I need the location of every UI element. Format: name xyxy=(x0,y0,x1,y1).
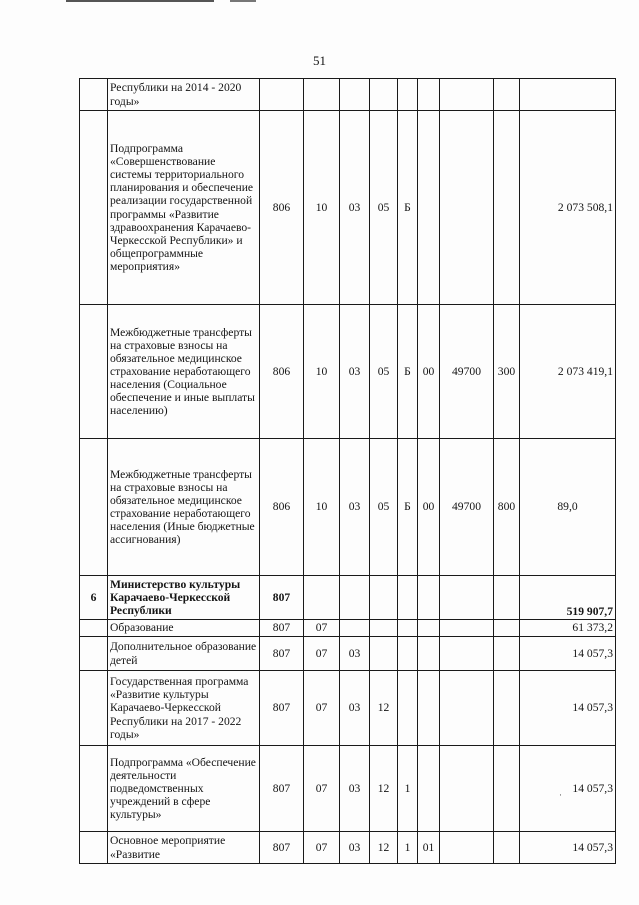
table-row xyxy=(80,305,616,439)
ministry-code-cell: 807 xyxy=(260,576,304,620)
activity-code-cell xyxy=(418,746,440,832)
row-number-cell: 6 xyxy=(80,576,108,620)
ministry-code-cell: 807 xyxy=(260,832,304,864)
ministry-code-cell: 807 xyxy=(260,620,304,637)
section-code-cell: 10 xyxy=(304,439,340,576)
item-name-cell: Межбюджетные трансферты на страховые взносы на обязательное медицинское страхование неработающего населения (Иные бюджетные ассигнования) xyxy=(108,439,260,576)
subprogram-code-cell xyxy=(398,620,418,637)
subsection-code-cell: 03 xyxy=(340,439,370,576)
expense-type-code-cell xyxy=(494,620,520,637)
program-code-cell: 05 xyxy=(370,111,398,305)
expense-type-code-cell xyxy=(494,79,520,111)
item-name-cell: Республики на 2014 - 2020 годы» xyxy=(108,79,260,111)
activity-code-cell xyxy=(418,637,440,671)
subprogram-code-cell: 1 xyxy=(398,746,418,832)
amount-cell: 61 373,2 xyxy=(520,620,616,637)
subsection-code-cell: 03 xyxy=(340,746,370,832)
direction-code-cell xyxy=(440,637,494,671)
ministry-code-cell: 806 xyxy=(260,111,304,305)
amount-cell: 14 057,3 xyxy=(520,832,616,864)
table-row xyxy=(80,832,616,864)
scan-edge-mark xyxy=(230,0,256,2)
item-name-cell: Государственная программа «Развитие культуры Карачаево-Черкесской Республики на 2017 - 2022 годы» xyxy=(108,671,260,746)
activity-code-cell xyxy=(418,671,440,746)
item-name-cell: Подпрограмма «Обеспечение деятельности подведомственных учреждений в сфере культуры» xyxy=(108,746,260,832)
direction-code-cell: 49700 xyxy=(440,439,494,576)
row-number-cell xyxy=(80,111,108,305)
table-row xyxy=(80,576,616,620)
program-code-cell: 05 xyxy=(370,305,398,439)
activity-code-cell: 00 xyxy=(418,305,440,439)
subsection-code-cell xyxy=(340,576,370,620)
amount-cell: 14 057,3 xyxy=(520,671,616,746)
expense-type-code-cell xyxy=(494,111,520,305)
amount-cell: 14 057,3 xyxy=(520,637,616,671)
section-code-cell: 10 xyxy=(304,305,340,439)
program-code-cell xyxy=(370,576,398,620)
row-number-cell xyxy=(80,79,108,111)
expense-type-code-cell: 800 xyxy=(494,439,520,576)
row-number-cell xyxy=(80,620,108,637)
direction-code-cell: 49700 xyxy=(440,305,494,439)
row-number-cell xyxy=(80,832,108,864)
amount-cell: 2 073 419,1 xyxy=(520,305,616,439)
direction-code-cell xyxy=(440,620,494,637)
subprogram-code-cell: Б xyxy=(398,111,418,305)
subsection-code-cell: 03 xyxy=(340,832,370,864)
expense-type-code-cell xyxy=(494,832,520,864)
amount-cell: 2 073 508,1 xyxy=(520,111,616,305)
subprogram-code-cell: Б xyxy=(398,439,418,576)
activity-code-cell xyxy=(418,576,440,620)
subprogram-code-cell: Б xyxy=(398,305,418,439)
program-code-cell: 05 xyxy=(370,439,398,576)
program-code-cell: 12 xyxy=(370,746,398,832)
subprogram-code-cell xyxy=(398,671,418,746)
amount-cell: 14 057,3 xyxy=(520,746,616,832)
budget-table xyxy=(79,78,616,864)
activity-code-cell xyxy=(418,620,440,637)
activity-code-cell: 00 xyxy=(418,439,440,576)
subsection-code-cell: 03 xyxy=(340,637,370,671)
subsection-code-cell xyxy=(340,79,370,111)
direction-code-cell xyxy=(440,111,494,305)
ministry-code-cell: 807 xyxy=(260,637,304,671)
expense-type-code-cell: 300 xyxy=(494,305,520,439)
section-code-cell: 07 xyxy=(304,832,340,864)
expense-type-code-cell xyxy=(494,576,520,620)
item-name-cell: Основное мероприятие «Развитие xyxy=(108,832,260,864)
ministry-code-cell: 806 xyxy=(260,439,304,576)
row-number-cell xyxy=(80,637,108,671)
ministry-code-cell: 807 xyxy=(260,746,304,832)
activity-code-cell: 01 xyxy=(418,832,440,864)
expense-type-code-cell xyxy=(494,746,520,832)
amount-cell xyxy=(520,79,616,111)
item-name-cell: Образование xyxy=(108,620,260,637)
program-code-cell xyxy=(370,79,398,111)
subprogram-code-cell xyxy=(398,637,418,671)
direction-code-cell xyxy=(440,832,494,864)
item-name-cell: Межбюджетные трансферты на страховые взносы на обязательное медицинское страхование неработающего населения (Социальное обеспечение и иные выплаты населению) xyxy=(108,305,260,439)
expense-type-code-cell xyxy=(494,637,520,671)
section-code-cell: 07 xyxy=(304,671,340,746)
row-number-cell xyxy=(80,439,108,576)
page-number: 51 xyxy=(313,53,326,68)
row-number-cell xyxy=(80,746,108,832)
item-name-cell: Дополнительное образование детей xyxy=(108,637,260,671)
subprogram-code-cell: 1 xyxy=(398,832,418,864)
program-code-cell xyxy=(370,637,398,671)
section-code-cell xyxy=(304,576,340,620)
scan-edge-mark xyxy=(66,0,214,2)
subsection-code-cell: 03 xyxy=(340,305,370,439)
section-code-cell xyxy=(304,79,340,111)
table-row xyxy=(80,637,616,671)
section-code-cell: 07 xyxy=(304,637,340,671)
ministry-code-cell: 807 xyxy=(260,671,304,746)
subsection-code-cell xyxy=(340,620,370,637)
subsection-code-cell: 03 xyxy=(340,111,370,305)
subprogram-code-cell xyxy=(398,576,418,620)
scan-speck: · xyxy=(559,790,562,800)
item-name-cell: Подпрограмма «Совершенствование системы территориального планирования и обеспечение реализации государственной программы «Развитие здравоохранения Карачаево-Черкесской Республики» и общепрограммные мероприятия» xyxy=(108,111,260,305)
ministry-code-cell: 806 xyxy=(260,305,304,439)
direction-code-cell xyxy=(440,576,494,620)
table-row xyxy=(80,79,616,111)
row-number-cell xyxy=(80,305,108,439)
item-name-cell: Министерство культуры Карачаево-Черкесской Республики xyxy=(108,576,260,620)
expense-type-code-cell xyxy=(494,671,520,746)
row-number-cell xyxy=(80,671,108,746)
table-row xyxy=(80,439,616,576)
section-code-cell: 07 xyxy=(304,620,340,637)
subsection-code-cell: 03 xyxy=(340,671,370,746)
ministry-code-cell xyxy=(260,79,304,111)
direction-code-cell xyxy=(440,671,494,746)
amount-cell: 89,0 xyxy=(520,439,616,576)
table-row xyxy=(80,620,616,637)
table-row xyxy=(80,671,616,746)
activity-code-cell xyxy=(418,111,440,305)
section-code-cell: 07 xyxy=(304,746,340,832)
program-code-cell: 12 xyxy=(370,671,398,746)
program-code-cell xyxy=(370,620,398,637)
subprogram-code-cell xyxy=(398,79,418,111)
direction-code-cell xyxy=(440,79,494,111)
section-code-cell: 10 xyxy=(304,111,340,305)
program-code-cell: 12 xyxy=(370,832,398,864)
direction-code-cell xyxy=(440,746,494,832)
table-row xyxy=(80,111,616,305)
activity-code-cell xyxy=(418,79,440,111)
amount-cell: 519 907,7 xyxy=(520,576,616,620)
table-row xyxy=(80,746,616,832)
